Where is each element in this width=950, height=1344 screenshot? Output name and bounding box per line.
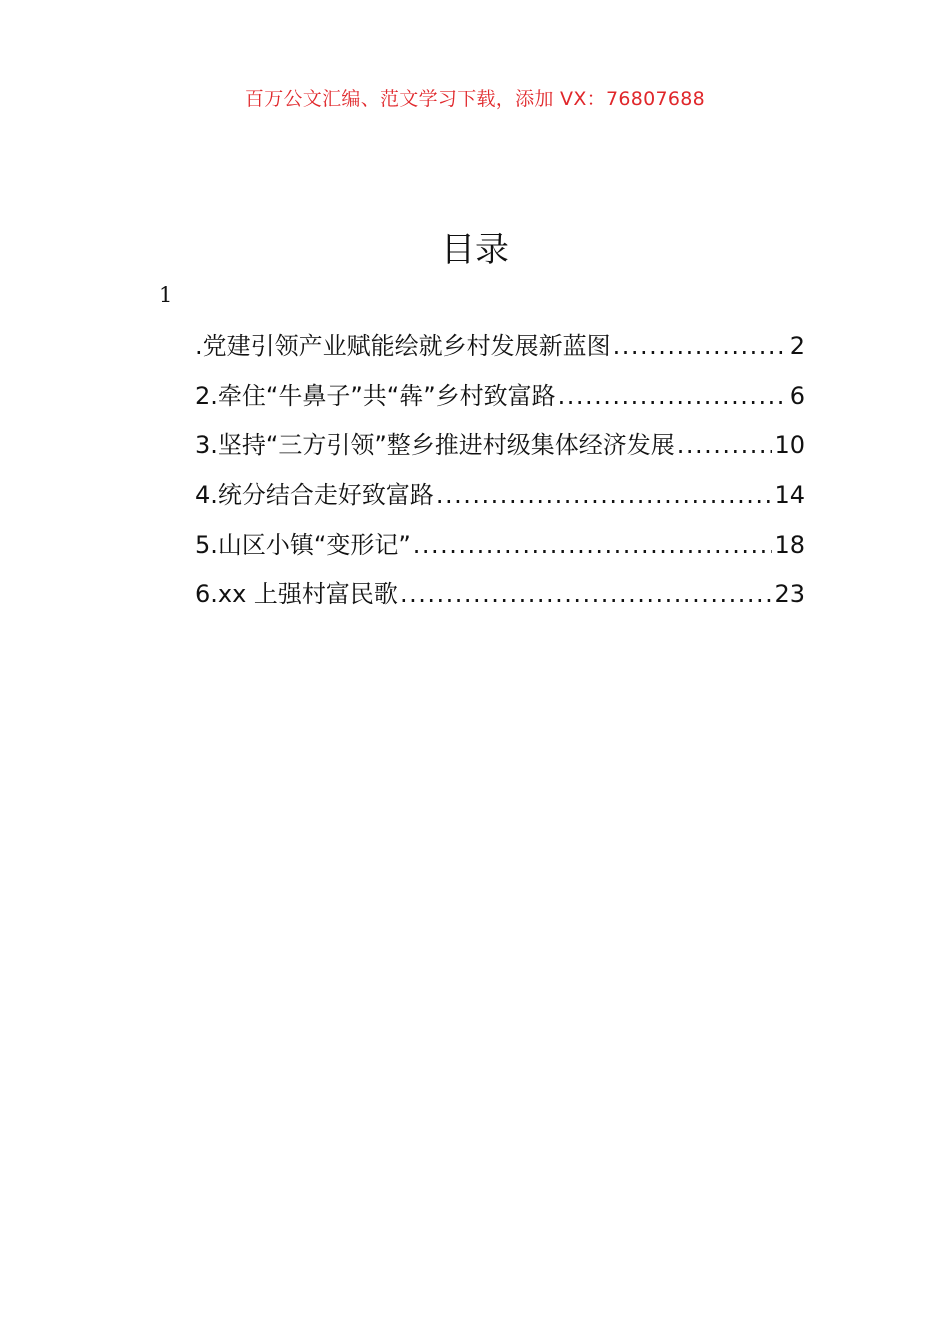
toc-entry-5[interactable] — [195, 525, 805, 575]
toc-leader-dots — [400, 580, 773, 608]
toc-entry-text: 5.山区小镇“变形记” — [195, 530, 411, 559]
toc-entry-text: 3.坚持“三方引领”整乡推进村级集体经济发展 — [195, 431, 675, 460]
toc-leader-dots — [436, 481, 773, 509]
toc-leader-dots — [677, 431, 773, 459]
toc-entry-page: 23 — [774, 580, 805, 609]
toc-title: 目录 — [441, 230, 509, 270]
toc-leader-dots — [413, 531, 773, 559]
list-marker: 1 — [159, 283, 173, 307]
toc-leader-dots — [558, 382, 788, 410]
toc-entry-page: 10 — [774, 431, 805, 460]
toc-entry-6[interactable] — [195, 574, 805, 624]
toc-entry-page: 6 — [789, 381, 805, 410]
toc-list — [195, 326, 805, 624]
toc-entry-text: 2.牵住“牛鼻子”共“犇”乡村致富路 — [195, 381, 556, 410]
toc-entry-1[interactable] — [195, 326, 805, 376]
toc-entry-2[interactable] — [195, 376, 805, 426]
toc-leader-dots — [613, 332, 788, 360]
toc-entry-4[interactable] — [195, 475, 805, 525]
header-note: 百万公文汇编、范文学习下载，添加 VX：76807688 — [244, 88, 706, 110]
toc-entry-page: 18 — [774, 530, 805, 559]
toc-entry-text: .党建引领产业赋能绘就乡村发展新蓝图 — [195, 332, 611, 360]
toc-entry-page: 2 — [789, 332, 805, 360]
toc-entry-page: 14 — [774, 481, 805, 510]
toc-entry-3[interactable] — [195, 425, 805, 475]
toc-entry-text: 6.xx 上强村富民歌 — [195, 580, 398, 609]
toc-entry-text: 4.统分结合走好致富路 — [195, 481, 434, 510]
